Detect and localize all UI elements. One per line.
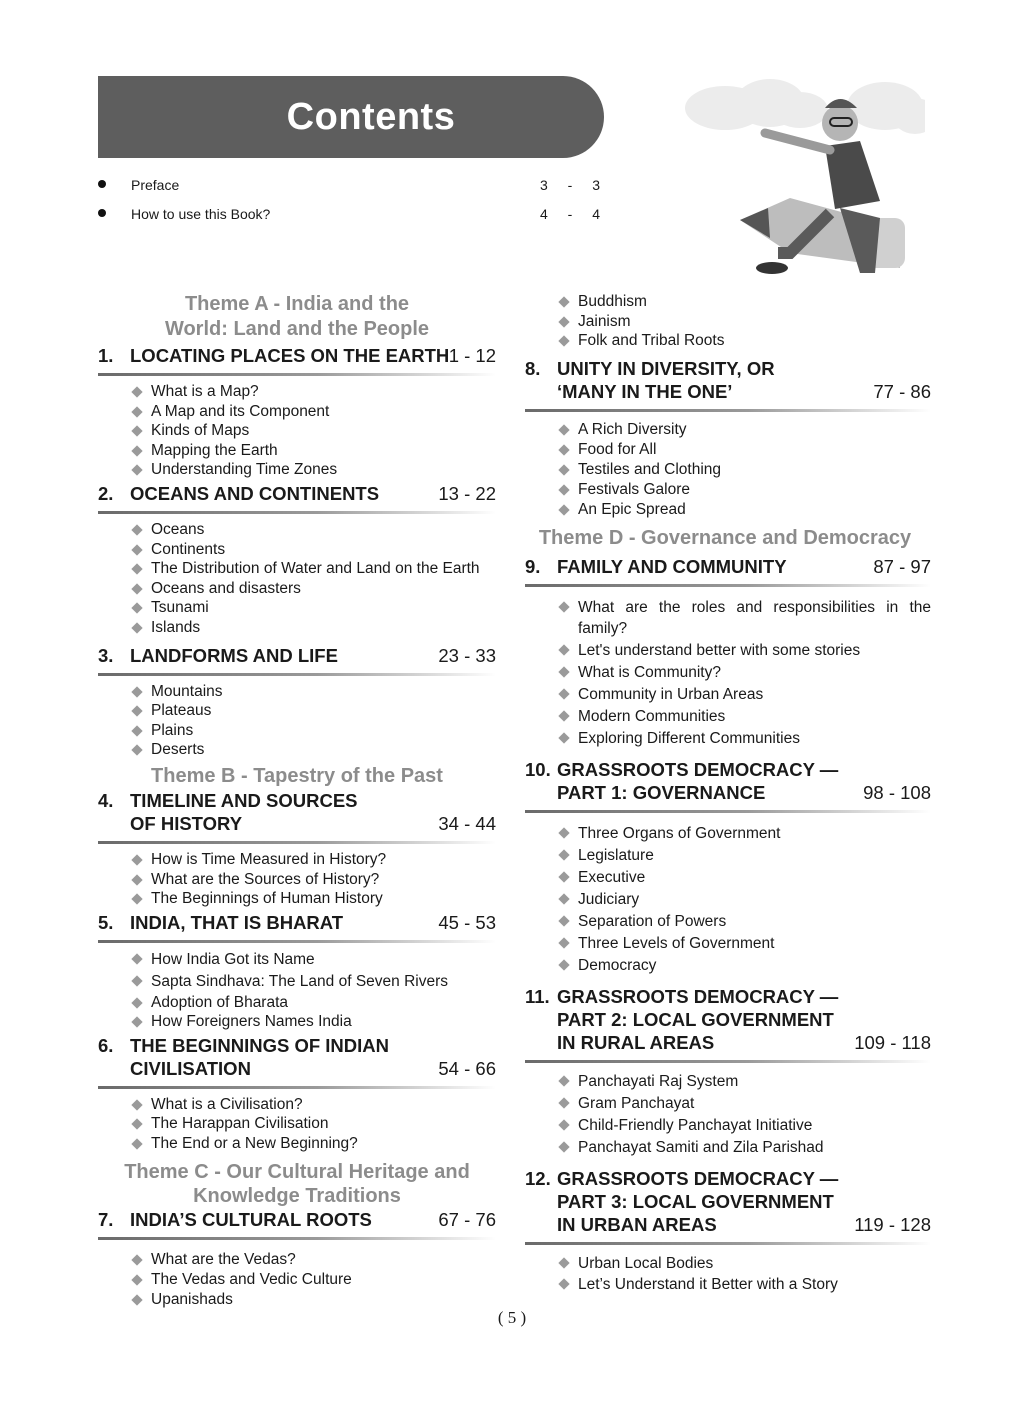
topic-label: Oceans: [151, 520, 205, 538]
topic-item[interactable]: [558, 1274, 931, 1295]
topic-item[interactable]: [558, 331, 931, 351]
topic-label: Executive: [578, 868, 646, 886]
topic-label: Legislature: [578, 846, 654, 864]
topic-item[interactable]: [558, 1137, 931, 1159]
chapter-title-line: THE BEGINNINGS OF INDIAN: [130, 1034, 390, 1056]
topic-label: How India Got its Name: [151, 950, 315, 968]
topic-item[interactable]: [131, 682, 496, 702]
topic-label: What are the Sources of History?: [151, 870, 380, 888]
topic-item[interactable]: [131, 993, 496, 1013]
page-number: ( 5 ): [497, 1308, 527, 1327]
topic-item[interactable]: [131, 520, 496, 540]
diamond-bullet-icon: [558, 504, 569, 515]
topic-list: [525, 1071, 931, 1159]
chapter-entry[interactable]: [525, 1167, 931, 1242]
chapter-divider: [98, 1237, 496, 1240]
topic-label: The End or a New Beginning?: [151, 1135, 358, 1153]
topic-item[interactable]: [131, 559, 496, 579]
diamond-bullet-icon: [558, 937, 569, 948]
chapter-title: INDIA, THAT IS BHARAT: [130, 911, 344, 933]
chapter-divider: [525, 1060, 931, 1063]
topic-item[interactable]: [558, 684, 931, 706]
topic-item[interactable]: [558, 955, 931, 977]
chapter-title-line: IN RURAL AREAS: [557, 1031, 715, 1053]
diamond-bullet-icon: [131, 745, 142, 756]
diamond-bullet-icon: [558, 710, 569, 721]
chapter-title-line: TIMELINE AND SOURCES: [130, 789, 358, 811]
topic-item[interactable]: [558, 845, 931, 867]
chapter-title-line: GRASSROOTS DEMOCRACY —: [557, 985, 839, 1007]
chapter-title-line: UNITY IN DIVERSITY, OR: [557, 357, 775, 379]
page-sep: -: [567, 205, 573, 222]
topic-label: Democracy: [578, 956, 657, 974]
topic-label: The Harappan Civilisation: [151, 1115, 329, 1133]
diamond-bullet-icon: [558, 601, 569, 612]
topic-label: The Vedas and Vedic Culture: [151, 1270, 352, 1288]
chapter-pages: 98 - 108: [863, 781, 931, 803]
chapter-number: 6.: [98, 1034, 114, 1056]
topic-item[interactable]: [131, 1095, 496, 1115]
topic-label: What are the roles and responsibilities in the family?: [578, 598, 931, 637]
topic-item[interactable]: [558, 662, 931, 684]
diamond-bullet-icon: [131, 997, 142, 1008]
diamond-bullet-icon: [131, 1099, 142, 1110]
topic-label: Deserts: [151, 741, 205, 759]
topic-label: Three Organs of Government: [578, 824, 781, 842]
diamond-bullet-icon: [131, 975, 142, 986]
diamond-bullet-icon: [131, 1017, 142, 1028]
topic-item[interactable]: [131, 598, 496, 618]
bullet-dot-icon: [98, 180, 106, 188]
topic-label: Folk and Tribal Roots: [578, 332, 725, 350]
topic-item[interactable]: [131, 1250, 496, 1270]
diamond-bullet-icon: [558, 424, 569, 435]
topic-item[interactable]: [558, 1115, 931, 1137]
front-matter-item[interactable]: [98, 199, 604, 228]
diamond-bullet-icon: [558, 464, 569, 475]
topic-label: Oceans and disasters: [151, 579, 301, 597]
topic-item[interactable]: [131, 540, 496, 560]
page-start: 3: [540, 176, 548, 193]
boy-on-pencil-illustration: [680, 78, 925, 278]
topic-item[interactable]: [131, 460, 496, 480]
diamond-bullet-icon: [558, 1141, 569, 1152]
topic-item[interactable]: [558, 889, 931, 911]
topic-item[interactable]: [558, 312, 931, 332]
chapter-number: 11.: [525, 985, 550, 1007]
diamond-bullet-icon: [131, 854, 142, 865]
diamond-bullet-icon: [558, 296, 569, 307]
topic-item[interactable]: [558, 823, 931, 845]
diamond-bullet-icon: [131, 406, 142, 417]
topic-item[interactable]: [558, 420, 931, 440]
topic-item[interactable]: [131, 1290, 496, 1310]
chapter-title-line: PART 1: GOVERNANCE: [557, 781, 766, 803]
diamond-bullet-icon: [558, 1257, 569, 1268]
topic-label: Kinds of Maps: [151, 422, 250, 440]
topic-item[interactable]: [131, 579, 496, 599]
topic-list: [525, 1253, 931, 1295]
topic-list: [98, 682, 496, 760]
theme-heading: [98, 292, 496, 342]
topic-item[interactable]: [131, 1134, 496, 1154]
diamond-bullet-icon: [131, 544, 142, 555]
chapter-entry[interactable]: [98, 1208, 496, 1237]
theme-heading: [98, 1160, 496, 1208]
diamond-bullet-icon: [131, 386, 142, 397]
theme-heading-line: Theme A - India and the: [184, 293, 410, 315]
topic-list: [98, 1250, 496, 1310]
topic-label: Let’s Understand it Better with a Story: [578, 1275, 838, 1293]
toc-right-column: [525, 292, 931, 1295]
topic-item[interactable]: [558, 867, 931, 889]
topic-label: Exploring Different Communities: [578, 729, 800, 747]
chapter-entry[interactable]: [525, 555, 931, 584]
topic-label: Food for All: [578, 440, 657, 458]
topic-item[interactable]: [558, 706, 931, 728]
chapter-divider: [525, 584, 931, 587]
diamond-bullet-icon: [131, 465, 142, 476]
front-matter-label: Preface: [131, 176, 180, 193]
topic-label: Three Levels of Government: [578, 934, 775, 952]
chapter-title-line: IN URBAN AREAS: [557, 1213, 717, 1235]
topic-label: The Distribution of Water and Land on the Earth: [151, 560, 480, 578]
chapter-pages: 67 - 76: [438, 1208, 496, 1230]
diamond-bullet-icon: [558, 444, 569, 455]
chapter-title: FAMILY AND COMMUNITY: [557, 555, 787, 577]
diamond-bullet-icon: [131, 1138, 142, 1149]
topic-item[interactable]: [131, 402, 496, 422]
topic-item[interactable]: [131, 870, 496, 890]
topic-label: Testiles and Clothing: [578, 460, 722, 478]
diamond-bullet-icon: [131, 1254, 142, 1265]
theme-heading: Theme B - Tapestry of the Past: [151, 764, 443, 787]
diamond-bullet-icon: [558, 893, 569, 904]
topic-label: Let's understand better with some stories: [578, 641, 861, 659]
chapter-pages: 13 - 22: [438, 482, 496, 504]
chapter-entry[interactable]: [98, 644, 496, 673]
topic-label: Upanishads: [151, 1290, 233, 1308]
topic-item[interactable]: [131, 889, 496, 909]
chapter-entry[interactable]: [525, 357, 931, 409]
diamond-bullet-icon: [131, 1294, 142, 1305]
topic-label: Urban Local Bodies: [578, 1254, 714, 1272]
topic-label: Continents: [151, 540, 226, 558]
chapter-pages: 45 - 53: [438, 911, 496, 933]
topic-item[interactable]: [131, 1114, 496, 1134]
chapter-title-line: OF HISTORY: [130, 812, 243, 834]
chapter-title-line: GRASSROOTS DEMOCRACY —: [557, 1167, 839, 1189]
chapter-entry[interactable]: [98, 344, 496, 373]
topic-item[interactable]: [131, 618, 496, 638]
topic-label: Buddhism: [578, 293, 647, 310]
topic-item[interactable]: [558, 480, 931, 500]
topic-item[interactable]: [131, 850, 496, 870]
topic-item[interactable]: [558, 1253, 931, 1274]
topic-label: What are the Vedas?: [151, 1250, 296, 1268]
diamond-bullet-icon: [558, 666, 569, 677]
contents-banner: [98, 76, 604, 158]
topic-list: [98, 1095, 496, 1154]
chapter-title-line: GRASSROOTS DEMOCRACY —: [557, 758, 839, 780]
topic-label: Mountains: [151, 682, 223, 700]
chapter-pages: 1 - 12: [448, 345, 496, 366]
chapter-number: 5.: [98, 911, 114, 933]
chapter-number: 4.: [98, 789, 114, 811]
diamond-bullet-icon: [131, 426, 142, 437]
topic-label: How is Time Measured in History?: [151, 850, 387, 868]
topic-list: [98, 949, 496, 1032]
chapter-title-line: PART 2: LOCAL GOVERNMENT: [557, 1008, 834, 1030]
topic-item[interactable]: [558, 728, 931, 750]
chapter-divider: [98, 511, 496, 514]
diamond-bullet-icon: [558, 849, 569, 860]
chapter-entry[interactable]: [98, 482, 496, 511]
topic-item[interactable]: [558, 911, 931, 933]
diamond-bullet-icon: [558, 688, 569, 699]
diamond-bullet-icon: [131, 1274, 142, 1285]
page-sep: -: [567, 176, 573, 193]
chapter-number: 12.: [525, 1167, 551, 1189]
diamond-bullet-icon: [131, 725, 142, 736]
diamond-bullet-icon: [131, 524, 142, 535]
topic-label: Panchayat Samiti and Zila Parishad: [578, 1138, 824, 1156]
chapter-number: 2.: [98, 482, 114, 504]
chapter-divider: [98, 1086, 496, 1089]
topic-label: Sapta Sindhava: The Land of Seven Rivers: [151, 972, 448, 990]
chapter-pages: 109 - 118: [854, 1031, 931, 1053]
chapter-title-line: PART 3: LOCAL GOVERNMENT: [557, 1190, 834, 1212]
diamond-bullet-icon: [131, 953, 142, 964]
chapter-entry[interactable]: [98, 789, 496, 841]
topic-item[interactable]: [558, 1093, 931, 1115]
topic-list: [98, 520, 496, 638]
topic-label: Islands: [151, 618, 201, 636]
topic-item[interactable]: [558, 933, 931, 955]
front-matter-item[interactable]: [98, 170, 604, 199]
diamond-bullet-icon: [131, 874, 142, 885]
diamond-bullet-icon: [131, 1119, 142, 1130]
chapter-pages: 77 - 86: [873, 380, 931, 402]
topic-item[interactable]: [131, 441, 496, 461]
topic-label: Judiciary: [578, 890, 640, 908]
diamond-bullet-icon: [558, 827, 569, 838]
diamond-bullet-icon: [558, 644, 569, 655]
diamond-bullet-icon: [558, 1278, 569, 1289]
chapter-divider: [525, 1242, 931, 1245]
diamond-bullet-icon: [558, 732, 569, 743]
topic-label: Understanding Time Zones: [151, 461, 338, 479]
theme-heading-line: World: Land and the People: [164, 318, 430, 340]
toc-left-column: [98, 292, 496, 1310]
chapter-divider: [98, 673, 496, 676]
topic-item[interactable]: [131, 701, 496, 721]
bullet-dot-icon: [98, 209, 106, 217]
diamond-bullet-icon: [558, 316, 569, 327]
topic-item[interactable]: [558, 440, 931, 460]
topic-label: Adoption of Bharata: [151, 993, 289, 1011]
diamond-bullet-icon: [558, 1119, 569, 1130]
topic-list: [525, 823, 931, 977]
chapter-divider: [98, 373, 496, 376]
chapter-title: LOCATING PLACES ON THE EARTH: [130, 345, 450, 366]
topic-item[interactable]: [558, 292, 931, 312]
topic-list: [98, 382, 496, 480]
topic-list: [98, 850, 496, 909]
chapter-divider: [525, 810, 931, 813]
diamond-bullet-icon: [131, 445, 142, 456]
topic-label: Modern Communities: [578, 707, 726, 725]
diamond-bullet-icon: [558, 1075, 569, 1086]
diamond-bullet-icon: [131, 893, 142, 904]
topic-label: Festivals Galore: [578, 480, 690, 498]
chapter-number: 7.: [98, 1208, 114, 1230]
topic-label: Plateaus: [151, 702, 212, 720]
chapter-pages: 23 - 33: [438, 644, 496, 666]
chapter-title: LANDFORMS AND LIFE: [130, 644, 338, 666]
chapter-entry[interactable]: [525, 758, 931, 810]
diamond-bullet-icon: [558, 1097, 569, 1108]
page-title: Contents: [286, 95, 456, 138]
theme-heading-line: Theme C - Our Cultural Heritage and: [124, 1160, 470, 1183]
diamond-bullet-icon: [131, 622, 142, 633]
chapter-pages: 34 - 44: [438, 812, 496, 834]
pencil-icon: [740, 198, 905, 268]
diamond-bullet-icon: [131, 705, 142, 716]
topic-item[interactable]: [131, 421, 496, 441]
topic-item[interactable]: [558, 597, 931, 639]
chapter-title-line: CIVILISATION: [130, 1057, 251, 1079]
chapter-number: 10.: [525, 758, 551, 780]
chapter-number: 9.: [525, 555, 541, 577]
topic-label: An Epic Spread: [578, 500, 686, 518]
chapter-entry[interactable]: [525, 985, 931, 1060]
chapter-number: 3.: [98, 644, 114, 666]
topic-item[interactable]: [131, 971, 496, 993]
topic-item[interactable]: [131, 1270, 496, 1290]
chapter-divider: [525, 409, 931, 412]
topic-list: [525, 420, 931, 520]
chapter-number: 8.: [525, 357, 541, 379]
cloud-icon: [685, 79, 925, 134]
theme-heading: Theme D - Governance and Democracy: [538, 526, 912, 549]
diamond-bullet-icon: [131, 563, 142, 574]
diamond-bullet-icon: [131, 603, 142, 614]
topic-label: A Rich Diversity: [578, 420, 687, 438]
chapter-entry[interactable]: [98, 1034, 496, 1086]
topic-list: [525, 597, 931, 750]
theme-heading-line: Knowledge Traditions: [193, 1184, 401, 1207]
chapter-pages: 119 - 128: [854, 1213, 931, 1235]
topic-item[interactable]: [131, 740, 496, 760]
front-matter-pages: [540, 206, 600, 222]
chapter-entry[interactable]: [98, 911, 496, 940]
topic-label: A Map and its Component: [151, 402, 330, 420]
topic-item[interactable]: [558, 640, 931, 662]
chapter-title: OCEANS AND CONTINENTS: [130, 482, 380, 504]
diamond-bullet-icon: [131, 686, 142, 697]
chapter-title: INDIA’S CULTURAL ROOTS: [130, 1208, 372, 1230]
chapter-divider: [98, 841, 496, 844]
chapter-number: 1.: [98, 345, 114, 366]
diamond-bullet-icon: [131, 583, 142, 594]
page-start: 4: [540, 205, 548, 222]
topic-item[interactable]: [558, 1071, 931, 1093]
diamond-bullet-icon: [558, 871, 569, 882]
topic-item[interactable]: [558, 460, 931, 480]
page-end: 4: [592, 205, 600, 222]
chapter-divider: [98, 940, 496, 943]
topic-label: Panchayati Raj System: [578, 1072, 739, 1090]
chapter-title-line: ‘MANY IN THE ONE’: [557, 380, 733, 402]
diamond-bullet-icon: [558, 336, 569, 347]
topic-item[interactable]: [131, 721, 496, 741]
topic-label: Child-Friendly Panchayat Initiative: [578, 1116, 813, 1134]
topic-label: Tsunami: [151, 599, 209, 617]
front-matter-list: [98, 170, 604, 228]
topic-label: Plains: [151, 721, 194, 739]
topic-list-continued: [525, 292, 931, 351]
topic-label: What is a Map?: [151, 383, 259, 400]
topic-label: What is a Civilisation?: [151, 1095, 303, 1113]
topic-label: What is Community?: [578, 663, 721, 681]
topic-label: Jainism: [578, 312, 631, 330]
front-matter-pages: [540, 177, 600, 193]
topic-item[interactable]: [131, 382, 496, 402]
topic-label: Mapping the Earth: [151, 441, 278, 459]
topic-label: Community in Urban Areas: [578, 685, 764, 703]
diamond-bullet-icon: [558, 959, 569, 970]
topic-label: Gram Panchayat: [578, 1094, 695, 1112]
topic-item[interactable]: [131, 1012, 496, 1032]
topic-label: The Beginnings of Human History: [151, 890, 383, 908]
front-matter-label: How to use this Book?: [131, 205, 271, 222]
diamond-bullet-icon: [558, 915, 569, 926]
topic-item[interactable]: [558, 500, 931, 520]
topic-label: How Foreigners Names India: [151, 1013, 352, 1031]
topic-label: Separation of Powers: [578, 912, 727, 930]
chapter-pages: 87 - 97: [873, 555, 931, 577]
topic-item[interactable]: [131, 949, 496, 971]
chapter-pages: 54 - 66: [438, 1057, 496, 1079]
diamond-bullet-icon: [558, 484, 569, 495]
page-end: 3: [592, 176, 600, 193]
